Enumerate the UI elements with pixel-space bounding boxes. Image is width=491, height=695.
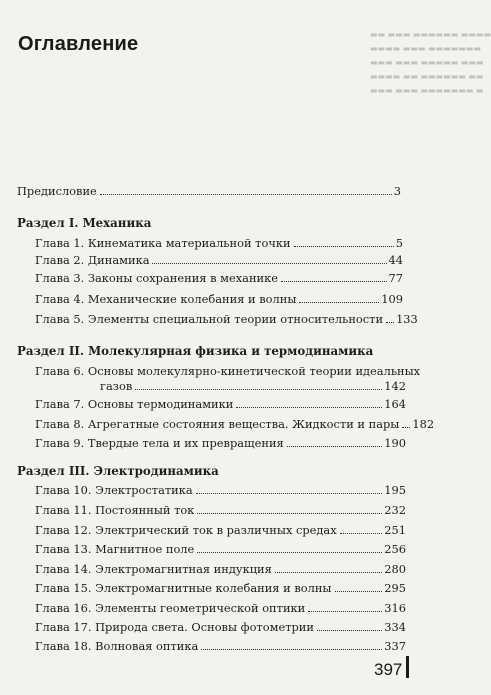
leader-dots: [340, 533, 383, 534]
toc-entry-label: Глава 13. Магнитное поле: [35, 542, 195, 556]
toc-entry-page: 142: [384, 379, 406, 393]
leader-dots: [236, 407, 382, 408]
toc-entry-page: 164: [384, 397, 406, 411]
section-title: Раздел II. Молекулярная физика и термодинамика: [17, 344, 374, 358]
toc-entry[interactable]: [35, 236, 403, 250]
toc-entry-page: 182: [412, 417, 435, 431]
leader-dots: [196, 493, 383, 494]
toc-entry-page: 316: [384, 601, 406, 615]
toc-entry[interactable]: [35, 523, 406, 537]
toc-entry[interactable]: [35, 417, 435, 431]
leader-dots: [299, 302, 379, 303]
toc-entry-page: 232: [384, 503, 406, 517]
toc-entry-page: 44: [388, 253, 403, 267]
toc-entry-page: 251: [384, 523, 406, 537]
toc-entry[interactable]: [35, 639, 406, 653]
toc-entry-label: Глава 15. Электромагнитные колебания и волны: [35, 581, 332, 595]
toc-entry-label: Глава 1. Кинематика материальной точки: [35, 236, 291, 250]
toc-entry-page: 256: [384, 542, 406, 556]
toc-entry[interactable]: [35, 601, 406, 615]
toc-entry[interactable]: [35, 542, 406, 556]
leader-dots: [287, 446, 383, 447]
toc-entry[interactable]: [35, 503, 406, 517]
toc-entry[interactable]: [35, 483, 406, 497]
toc-entry-label: Глава 10. Электростатика: [35, 483, 193, 497]
section-title: Раздел III. Электродинамика: [17, 464, 219, 478]
leader-dots: [402, 427, 410, 428]
toc-entry[interactable]: [35, 312, 418, 326]
toc-entry-label: Глава 4. Механические колебания и волны: [35, 292, 297, 306]
leader-dots: [275, 572, 382, 573]
toc-entry[interactable]: [35, 562, 406, 576]
toc-entry[interactable]: [35, 253, 403, 267]
toc-entry-label: Глава 9. Твердые тела и их превращения: [35, 436, 284, 450]
toc-entry-label: Глава 14. Электромагнитная индукция: [35, 562, 272, 576]
page-title: Оглавление: [18, 33, 139, 55]
leader-dots: [135, 389, 382, 390]
toc-entry-label: Глава 12. Электрический ток в различных средах: [35, 523, 337, 537]
toc-entry-page: 133: [396, 312, 418, 326]
toc-entry[interactable]: [35, 397, 406, 411]
toc-entry-page: 190: [384, 436, 406, 450]
leader-dots: [201, 649, 382, 650]
toc-entry-label: Глава 2. Динамика: [35, 253, 150, 267]
toc-entry-label: Глава 7. Основы термодинамики: [35, 397, 234, 411]
toc-entry-label: Глава 17. Природа света. Основы фотометрии: [35, 620, 314, 634]
leader-dots: [386, 322, 394, 323]
page-number: 397: [374, 660, 403, 679]
toc-entry-page: 334: [384, 620, 406, 634]
leader-dots: [197, 552, 382, 553]
toc-entry-page: 5: [395, 236, 403, 250]
leader-dots: [317, 630, 382, 631]
toc-entry-page: 77: [388, 271, 403, 285]
leader-dots: [281, 281, 387, 282]
leader-dots: [335, 591, 383, 592]
leader-dots: [308, 611, 382, 612]
toc-entry-label: Глава 11. Постоянный ток: [35, 503, 195, 517]
leader-dots: [100, 194, 392, 195]
toc-entry-page: 280: [384, 562, 406, 576]
toc-entry-label: Глава 3. Законы сохранения в механике: [35, 271, 278, 285]
toc-entry-label: Глава 8. Агрегатные состояния вещества. Жидкости и пары: [35, 417, 400, 431]
leader-dots: [294, 246, 394, 247]
leader-dots: [197, 513, 382, 514]
toc-entry-page: 195: [384, 483, 406, 497]
toc-entry-page: 109: [381, 292, 403, 306]
toc-entry-label: Предисловие: [17, 184, 97, 198]
toc-entry-label: Глава 6. Основы молекулярно-кинетической теории идеальных: [35, 364, 421, 378]
section-title: Раздел I. Механика: [17, 216, 152, 230]
toc-entry[interactable]: [35, 292, 403, 306]
toc-entry-page: 337: [384, 639, 406, 653]
toc-entry-label: Глава 16. Элементы геометрической оптики: [35, 601, 306, 615]
toc-entry[interactable]: [35, 364, 421, 394]
toc-entry-label: Глава 18. Волновая оптика: [35, 639, 199, 653]
toc-entry-label-continued: газов: [100, 379, 133, 393]
toc-entry-label: Глава 5. Элементы специальной теории относительности: [35, 312, 384, 326]
toc-entry-page: 3: [393, 184, 401, 198]
toc-entry[interactable]: [35, 271, 403, 285]
toc-entry[interactable]: [35, 620, 406, 634]
toc-entry-page: 295: [384, 581, 406, 595]
show-through-text: ▬▬ ▬▬▬ ▬▬▬▬▬▬ ▬▬▬▬ ▬▬▬▬ ▬▬▬ ▬▬▬▬▬▬▬ ▬▬▬ ▬▬▬ ▬▬▬▬▬ ▬▬▬ ▬▬▬▬ ▬▬ ▬▬▬▬▬▬ ▬▬ ▬▬▬ ▬▬▬ ▬▬▬▬▬▬▬ ▬: [370, 30, 491, 95]
toc-entry[interactable]: [35, 436, 406, 450]
page-number-bar: [406, 656, 409, 678]
leader-dots: [152, 263, 386, 264]
toc-entry[interactable]: [35, 581, 406, 595]
toc-entry-preface[interactable]: [17, 184, 401, 198]
